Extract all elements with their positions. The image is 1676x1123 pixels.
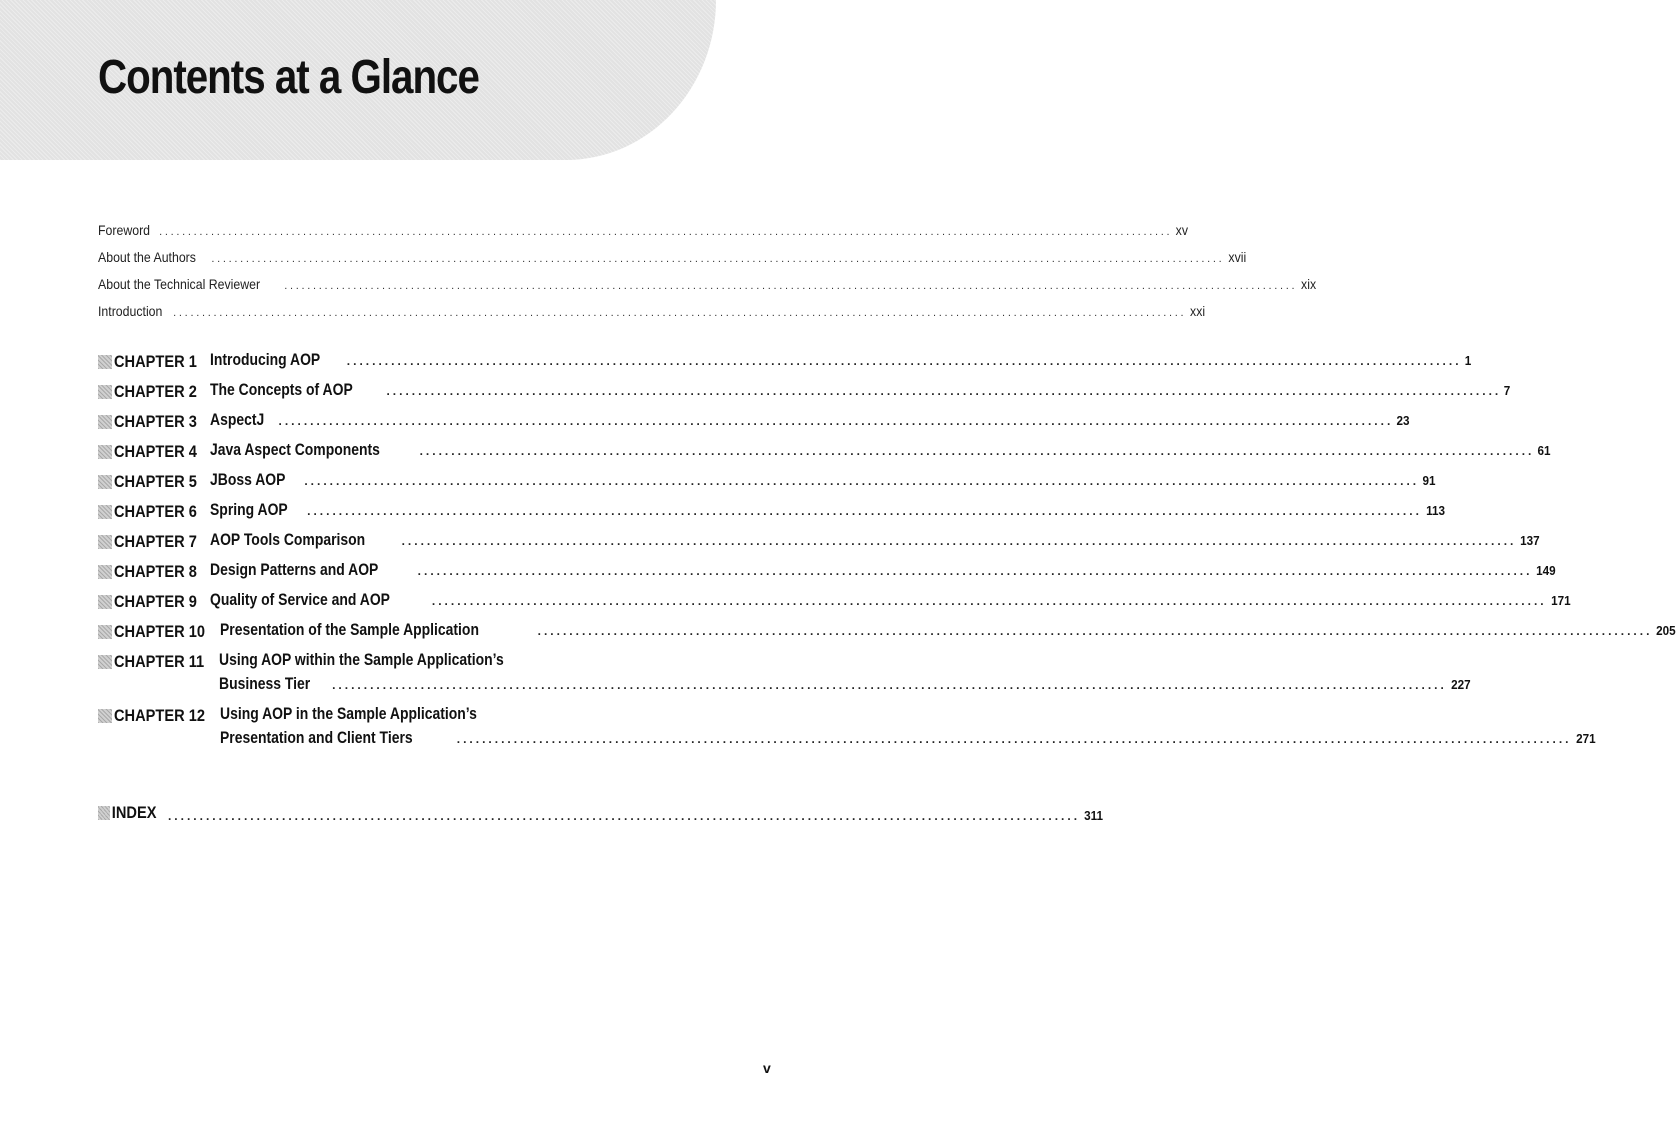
dot-leader: ................................................................................................................................................................................ [307,504,1422,518]
bullet-square-icon [98,595,112,609]
chapter-entry[interactable] [98,500,1445,524]
entry-page: xv [1175,222,1189,238]
chapter-title: Quality of Service and AOP [210,590,391,609]
chapter-page: 271 [1575,731,1596,746]
chapter-title: Design Patterns and AOP [210,560,379,579]
chapter-page: 227 [1451,677,1471,692]
dot-leader: ................................................................................................................................................................................ [401,534,1517,548]
bullet-square-icon [98,709,112,723]
chapter-title: AOP Tools Comparison [210,530,366,549]
page-title: Contents at a Glance [98,51,479,104]
chapter-page: 171 [1550,593,1571,608]
front-matter-item[interactable] [98,276,1317,303]
chapter-label: CHAPTER 7 [114,532,197,551]
bullet-square-icon [98,415,112,429]
chapter-label: CHAPTER 6 [114,502,197,521]
index-label: INDEX [111,803,157,822]
dot-leader: ................................................................................................................................................................................ [431,594,1547,608]
dot-leader: ................................................................................................................................................................................ [417,564,1533,578]
chapter-title: The Concepts of AOP [210,380,354,399]
chapter-page: 61 [1537,443,1551,458]
chapter-label: CHAPTER 12 [114,706,205,725]
bullet-square-icon [98,355,112,369]
chapter-label: CHAPTER 11 [114,652,205,671]
dot-leader: ................................................................................................................................................................................ [211,253,1225,265]
entry-label: Introduction [98,303,163,319]
bullet-square-icon [98,535,112,549]
chapter-label: CHAPTER 10 [114,622,205,641]
chapter-label: CHAPTER 4 [114,442,197,461]
chapter-list [98,350,1676,758]
dot-leader: ................................................................................................................................................................................ [304,474,1420,488]
chapter-title: Presentation of the Sample Application [219,620,479,639]
chapter-entry[interactable] [98,380,1511,404]
entry-label: About the Authors [98,249,196,265]
index-entry[interactable] [98,803,1104,823]
front-matter-item[interactable] [98,249,1247,276]
entry-page: xxi [1190,303,1206,319]
chapter-page: 137 [1520,533,1541,548]
chapter-entry[interactable] [98,350,1471,374]
chapter-label: CHAPTER 5 [114,472,197,491]
front-matter-list [98,222,1317,330]
chapter-title: Business Tier [218,674,311,693]
chapter-entry[interactable] [98,440,1551,464]
chapter-label: CHAPTER 3 [114,412,197,431]
chapter-title-line: Using AOP in the Sample Application’s [219,704,477,723]
chapter-page: 113 [1426,503,1445,518]
bullet-square-icon [98,806,110,820]
dot-leader: ................................................................................................................................................................................ [284,280,1298,292]
bullet-square-icon [98,625,112,639]
chapter-title: Java Aspect Components [210,440,381,459]
chapter-entry[interactable] [98,530,1541,554]
front-matter-item[interactable] [98,222,1189,249]
chapter-page: 91 [1422,473,1436,488]
bullet-square-icon [98,655,112,669]
chapter-entry[interactable] [98,590,1571,614]
dot-leader: ................................................................................................................................................................................ [159,226,1173,238]
bullet-square-icon [98,505,112,519]
index-page: 311 [1084,808,1104,823]
dot-leader: ................................................................................................................................................................................ [386,384,1502,398]
chapter-page: 149 [1536,563,1557,578]
chapter-entry[interactable] [98,470,1436,494]
dot-leader: ................................................................................................................................................ [167,809,1081,823]
chapter-title: Spring AOP [210,500,289,519]
chapter-page: 7 [1503,383,1511,398]
chapter-entry[interactable] [98,410,1410,434]
chapter-title-line: Using AOP within the Sample Application’s [218,650,504,669]
dot-leader: ................................................................................................................................................................................ [278,414,1394,428]
entry-page: xix [1301,276,1317,292]
chapter-page: 205 [1656,623,1676,638]
chapter-entry[interactable] [98,560,1557,584]
chapter-label: CHAPTER 2 [114,382,197,401]
chapter-entry[interactable] [98,650,1471,698]
page-folio: v [763,1060,771,1076]
chapter-title: JBoss AOP [210,470,286,489]
chapter-label: CHAPTER 8 [114,562,197,581]
chapter-label: CHAPTER 9 [114,592,197,611]
dot-leader: ................................................................................................................................................................................ [173,307,1187,319]
chapter-label: CHAPTER 1 [114,352,197,371]
dot-leader: ................................................................................................................................................................................ [346,354,1462,368]
dot-leader: ................................................................................................................................................................................ [456,732,1572,746]
dot-leader: ................................................................................................................................................................................ [332,678,1447,692]
chapter-title: Introducing AOP [210,350,321,369]
chapter-title: AspectJ [210,410,265,429]
front-matter-item[interactable] [98,303,1206,330]
chapter-page: 23 [1396,413,1410,428]
dot-leader: ................................................................................................................................................................................ [419,444,1535,458]
chapter-title: Presentation and Client Tiers [219,728,413,747]
bullet-square-icon [98,565,112,579]
bullet-square-icon [98,385,112,399]
bullet-square-icon [98,475,112,489]
dot-leader: ................................................................................................................................................................................ [537,624,1653,638]
chapter-page: 1 [1464,353,1471,368]
chapter-entry[interactable] [98,620,1676,644]
chapter-entry[interactable] [98,704,1596,752]
entry-label: About the Technical Reviewer [98,276,261,292]
entry-label: Foreword [98,222,151,238]
entry-page: xvii [1228,249,1247,265]
bullet-square-icon [98,445,112,459]
